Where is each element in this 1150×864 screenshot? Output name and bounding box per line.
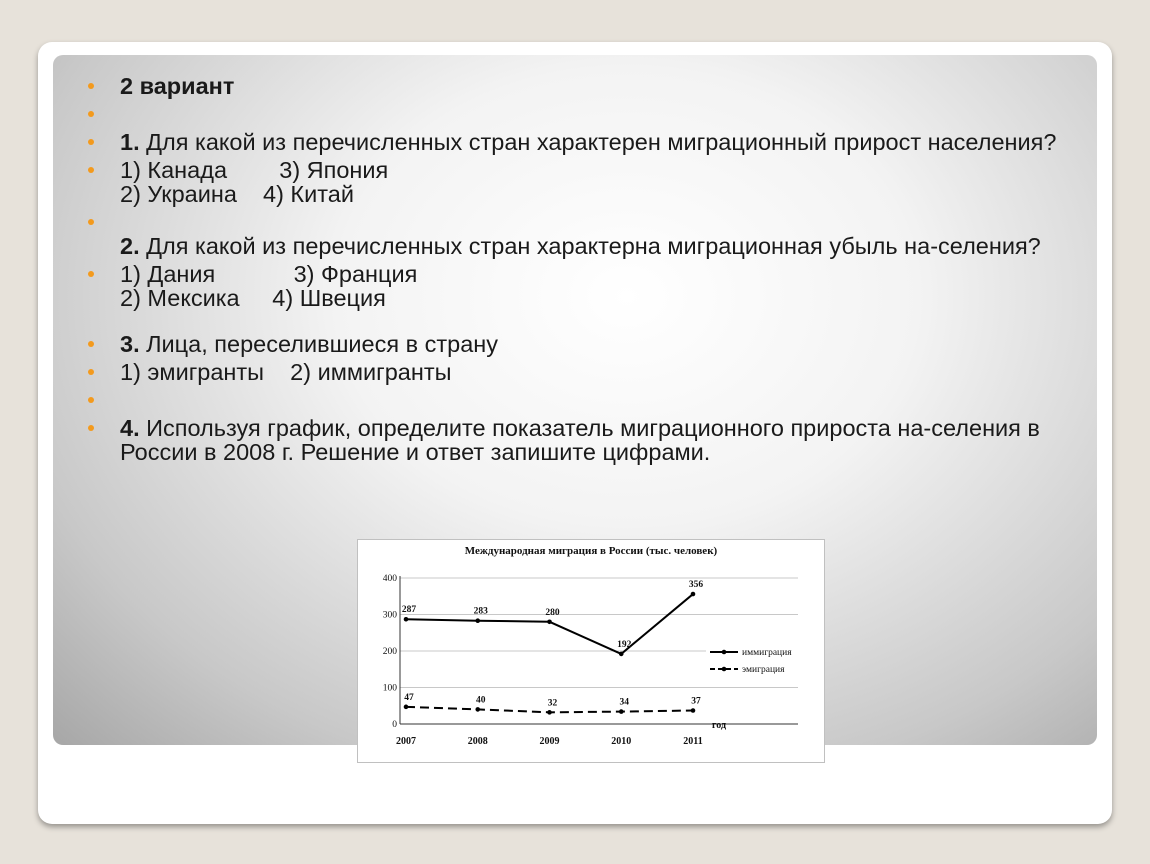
slide-content (88, 74, 1078, 468)
bullet-icon (88, 341, 94, 347)
data-label: 192 (617, 639, 632, 650)
y-tick-label: 0 (392, 720, 397, 730)
legend-entry: иммиграция (742, 648, 792, 658)
data-label: 356 (688, 580, 704, 591)
question-text: Лица, переселившиеся в страну (139, 331, 499, 357)
y-tick-label: 300 (382, 610, 397, 621)
bullet-icon (88, 219, 94, 225)
x-tick-label: 2010 (611, 736, 632, 747)
data-point (547, 620, 552, 625)
data-point (619, 652, 624, 657)
data-label: 40 (476, 695, 486, 706)
data-point (691, 708, 696, 713)
data-label: 34 (619, 697, 629, 708)
x-axis-label: год (711, 720, 727, 731)
list-item-q2 (88, 210, 1078, 258)
data-label: 280 (545, 607, 560, 618)
data-label: 47 (404, 692, 414, 703)
list-item-empty (88, 388, 1078, 412)
chart-title: Международная миграция в России (тыс. человек) (464, 545, 718, 557)
bullet-icon (88, 111, 94, 117)
variant-heading: 2 вариант (120, 73, 235, 99)
list-item-q3-options (88, 360, 1078, 384)
question-number: 3. (120, 331, 140, 357)
x-tick-label: 2011 (683, 736, 703, 747)
list-item-empty (88, 102, 1078, 126)
migration-chart (357, 539, 825, 763)
answer-options-line: 1) Дания 3) Франция (120, 261, 418, 287)
question-number: 4. (120, 415, 140, 441)
answer-options-line: 1) Канада 3) Япония (120, 157, 389, 183)
data-label: 37 (691, 696, 701, 707)
answer-options-line: 1) эмигранты 2) иммигранты (120, 359, 452, 385)
bullet-icon (88, 271, 94, 277)
chart-svg (358, 540, 824, 762)
x-tick-label: 2008 (467, 736, 488, 747)
list-item-q4 (88, 416, 1078, 464)
bullet-icon (88, 425, 94, 431)
bullet-icon (88, 83, 94, 89)
x-tick-label: 2009 (539, 736, 560, 747)
question-text: Для какой из перечисленных стран характерна миграционная убыль на-селения? (139, 233, 1041, 259)
question-text: Используя график, определите показатель миграционного прироста на-селения в России в 2008 г. Решение и ответ запишите цифрами. (120, 415, 1040, 465)
x-tick-label: 2007 (396, 736, 416, 747)
list-item-q2-options (88, 262, 1078, 310)
list-item-q3 (88, 332, 1078, 356)
y-tick-label: 200 (382, 647, 397, 657)
list-item-q1 (88, 130, 1078, 154)
question-text: Для какой из перечисленных стран характерен миграционный прирост населения? (139, 129, 1057, 155)
data-point (547, 710, 552, 715)
question-number: 2. (120, 233, 140, 259)
legend-marker (722, 650, 727, 655)
answer-options-line: 2) Мексика 4) Швеция (120, 285, 386, 311)
question-number: 1. (120, 129, 140, 155)
data-point (691, 592, 696, 597)
list-item-heading (88, 74, 1078, 98)
data-point (404, 617, 409, 622)
data-label: 32 (547, 698, 558, 709)
data-point (404, 705, 409, 710)
data-point (619, 709, 624, 714)
data-label: 287 (401, 605, 417, 616)
bullet-icon (88, 167, 94, 173)
bullet-icon (88, 369, 94, 375)
legend-entry: эмиграция (742, 665, 785, 675)
y-tick-label: 400 (382, 574, 397, 584)
bullet-icon (88, 139, 94, 145)
data-label: 283 (473, 606, 488, 617)
list-item-q1-options (88, 158, 1078, 206)
y-tick-label: 100 (382, 683, 397, 694)
answer-options-line: 2) Украина 4) Китай (120, 181, 354, 207)
bullet-icon (88, 397, 94, 403)
legend-marker (722, 667, 727, 672)
data-point (475, 707, 480, 712)
data-point (475, 618, 480, 623)
